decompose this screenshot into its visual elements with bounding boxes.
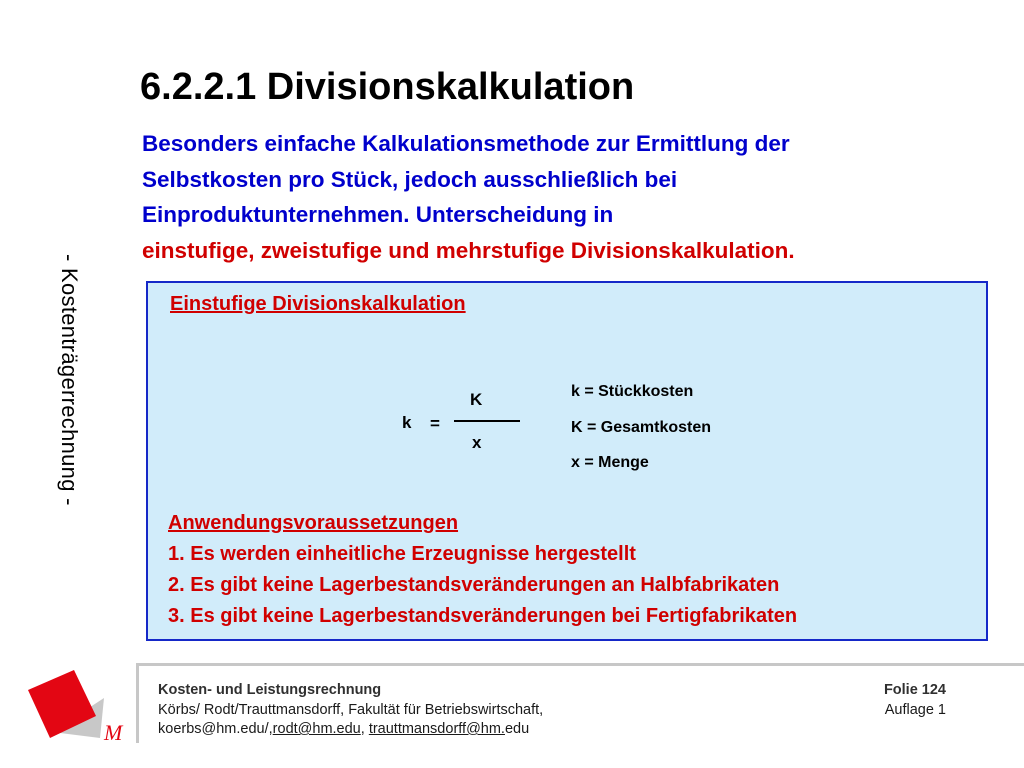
intro-line-1: Besonders einfache Kalkulationsmethode zur Ermittlung der: [142, 131, 790, 156]
legend-item: k = Stückkosten: [571, 383, 694, 400]
formula-equals: =: [430, 414, 440, 433]
prerequisite-item: 3. Es gibt keine Lagerbestandsveränderungen bei Fertigfabrikaten: [168, 605, 798, 627]
formula-denominator: x: [472, 433, 482, 452]
footer-course: Kosten- und Leistungsrechnung: [158, 682, 382, 698]
footer-authors: Körbs/ Rodt/Trauttmansdorff, Fakultät für Betriebswirtschaft,: [158, 701, 544, 718]
slide-title: 6.2.2.1 Divisionskalkulation: [140, 66, 635, 108]
prerequisite-item: 1. Es werden einheitliche Erzeugnisse hergestellt: [168, 543, 636, 565]
logo-letter: M: [104, 720, 123, 744]
footer-divider-vertical: [136, 663, 139, 743]
email-separator: ,: [360, 721, 369, 737]
footer-divider-horizontal: [136, 663, 1024, 666]
prerequisites-heading: Anwendungsvoraussetzungen: [168, 512, 459, 534]
email-rodt-link[interactable]: rodt@hm.edu: [272, 721, 361, 737]
side-section-label: - Kostenträgerrechnung -: [57, 254, 82, 506]
prerequisite-item: 2. Es gibt keine Lagerbestandsveränderungen an Halbfabrikaten: [168, 574, 780, 596]
slide-number: Folie 124: [883, 682, 946, 698]
email-trauttmansdorff-link[interactable]: trauttmansdorff@hm.: [368, 721, 505, 737]
fraction-bar: [454, 420, 520, 422]
formula-numerator: K: [470, 390, 483, 409]
edition: Auflage 1: [884, 701, 946, 718]
intro-line-2: Selbstkosten pro Stück, jedoch ausschließlich bei: [142, 166, 678, 192]
intro-line-3: Einproduktunternehmen. Unterscheidung in: [142, 202, 614, 227]
footer-emails: [158, 720, 543, 740]
content-box: [146, 281, 988, 641]
footer-slide-info: [884, 681, 946, 720]
footer-info: [158, 681, 543, 740]
email-suffix: edu: [504, 721, 530, 737]
intro-paragraph: [142, 126, 1012, 268]
legend-item: K = Gesamtkosten: [571, 418, 712, 436]
formula-lhs: k: [402, 413, 412, 432]
box-heading: Einstufige Divisionskalkulation: [170, 293, 466, 315]
formula-legend: [571, 374, 711, 481]
email-koerbs: koerbs@hm.edu/,: [158, 721, 273, 737]
hm-logo: [22, 662, 134, 744]
prerequisites: [168, 508, 797, 632]
intro-line-4: einstufige, zweistufige und mehrstufige Divisionskalkulation.: [142, 237, 795, 263]
legend-item: x = Menge: [571, 454, 649, 471]
